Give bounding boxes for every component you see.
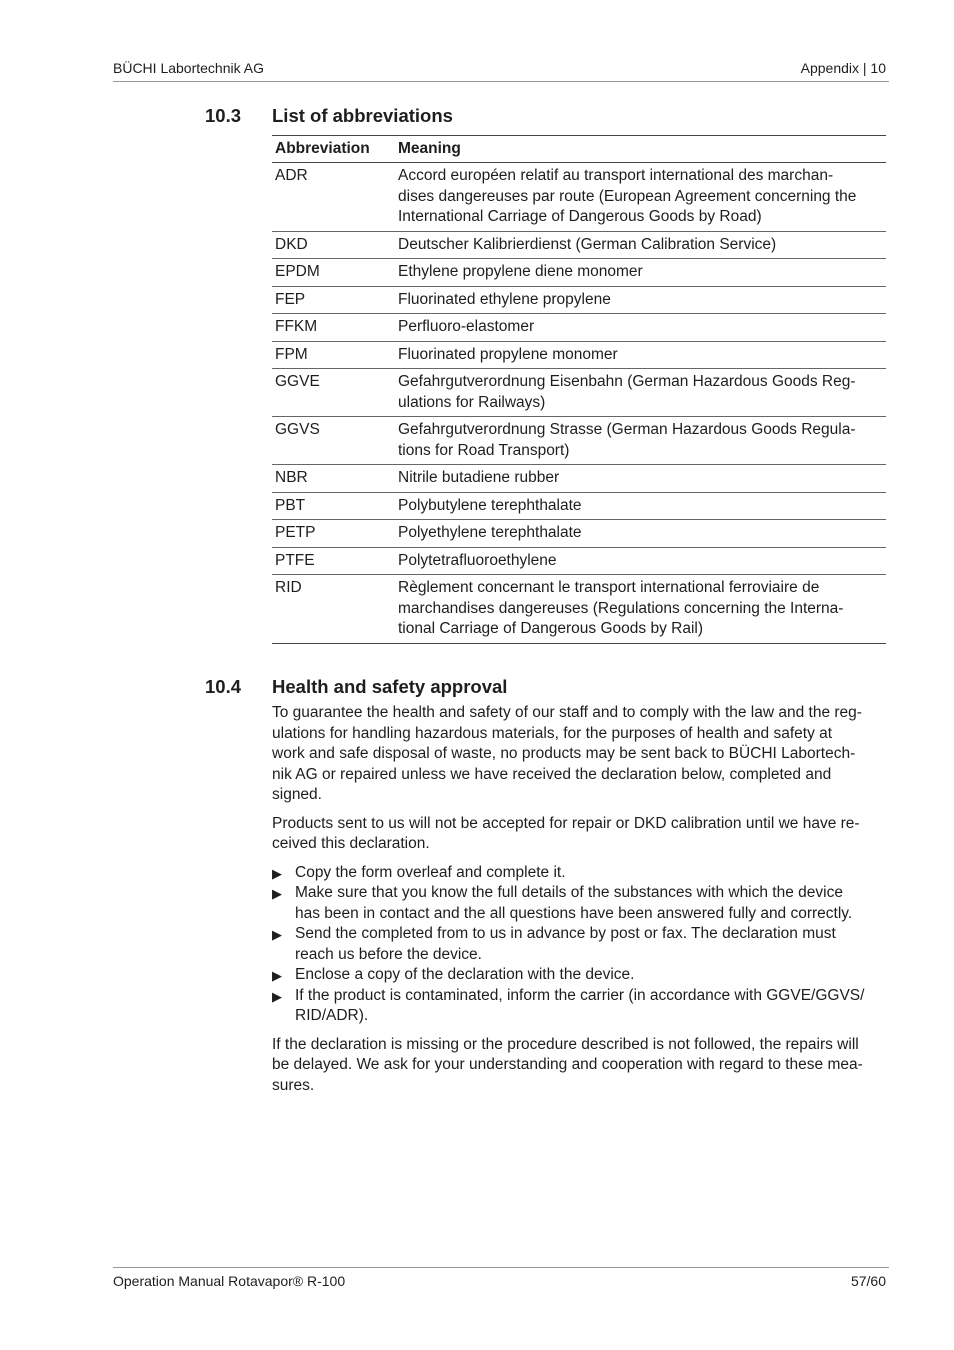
- step-text: Send the completed from to us in advance by post or fax. The declaration must reach us before the device.: [295, 925, 836, 963]
- meaning-cell: Fluorinated propylene monomer: [395, 341, 886, 369]
- header-divider: [113, 81, 889, 82]
- section-10-3-title: List of abbreviations: [272, 105, 453, 126]
- header-company: BÜCHI Labortechnik AG: [113, 60, 264, 76]
- table-row: [272, 492, 886, 520]
- triangle-right-icon: ▶: [272, 968, 282, 983]
- table-row: [272, 520, 886, 548]
- table-row: [272, 369, 886, 417]
- column-header-abbreviation: Abbreviation: [272, 136, 395, 163]
- meaning-cell: Ethylene propylene diene monomer: [395, 259, 886, 287]
- abbreviations-table: [272, 135, 886, 644]
- intro-paragraph: To guarantee the health and safety of our staff and to comply with the law and the reg- ulations for handling hazardous materials, for the purposes of health and safety at work and safe disposal of waste, no products may be sent back to BÜCHI Labortech- nik AG or repaired unless we have received the declaration below, completed and signed.: [272, 704, 862, 803]
- table-row: [272, 417, 886, 465]
- section-10-4-title: Health and safety approval: [272, 676, 508, 697]
- meaning-cell: Règlement concernant le transport international ferroviaire de marchandises dangereuses (Regulations concerning the Interna- tional Carriage of Dangerous Goods by Rail): [395, 575, 886, 644]
- triangle-right-icon: ▶: [272, 988, 282, 1004]
- section-10-4-number: 10.4: [205, 676, 242, 697]
- meaning-cell: Polybutylene terephthalate: [395, 492, 886, 520]
- table-row: [272, 231, 886, 259]
- table-row: [272, 314, 886, 342]
- abbreviation-cell: PBT: [272, 492, 395, 520]
- section-10-4-body: [272, 703, 888, 1104]
- abbreviation-cell: EPDM: [272, 259, 395, 287]
- meaning-cell: Gefahrgutverordnung Strasse (German Hazardous Goods Regula- tions for Road Transport): [395, 417, 886, 465]
- table-row: [272, 575, 886, 644]
- triangle-right-icon: ▶: [272, 927, 282, 942]
- abbreviation-cell: PETP: [272, 520, 395, 548]
- abbreviation-cell: RID: [272, 575, 395, 644]
- meaning-cell: Gefahrgutverordnung Eisenbahn (German Hazardous Goods Reg- ulations for Railways): [395, 369, 886, 417]
- table-row: [272, 341, 886, 369]
- step-item: [272, 883, 888, 924]
- abbreviation-cell: NBR: [272, 465, 395, 493]
- section-10-3-number: 10.3: [205, 105, 242, 126]
- abbreviations-table-body: [272, 163, 886, 644]
- meaning-cell: Polytetrafluoroethylene: [395, 547, 886, 575]
- meaning-cell: Polyethylene terephthalate: [395, 520, 886, 548]
- footer-divider: [113, 1267, 889, 1268]
- abbreviation-cell: FFKM: [272, 314, 395, 342]
- meaning-cell: Perfluoro-elastomer: [395, 314, 886, 342]
- abbreviation-cell: GGVS: [272, 417, 395, 465]
- step-item: [272, 863, 888, 884]
- step-item: [272, 924, 888, 965]
- step-item: [272, 965, 888, 986]
- header-section: Appendix | 10: [800, 60, 886, 76]
- instruction-steps: [272, 863, 888, 1027]
- abbreviation-cell: PTFE: [272, 547, 395, 575]
- step-text: Copy the form overleaf and complete it.: [295, 863, 566, 881]
- abbreviation-cell: FPM: [272, 341, 395, 369]
- table-row: [272, 286, 886, 314]
- step-item: [272, 986, 888, 1027]
- table-row: [272, 163, 886, 232]
- table-header-row: [272, 136, 886, 163]
- meaning-cell: Deutscher Kalibrierdienst (German Calibration Service): [395, 231, 886, 259]
- abbreviation-cell: DKD: [272, 231, 395, 259]
- acceptance-paragraph: Products sent to us will not be accepted for repair or DKD calibration until we have re- ceived this declaration.: [272, 814, 860, 852]
- footer-manual-title: Operation Manual Rotavapor® R-100: [113, 1273, 346, 1289]
- meaning-cell: Nitrile butadiene rubber: [395, 465, 886, 493]
- column-header-meaning: Meaning: [395, 136, 886, 163]
- abbreviation-cell: GGVE: [272, 369, 395, 417]
- abbreviation-cell: ADR: [272, 163, 395, 232]
- triangle-right-icon: ▶: [272, 886, 282, 901]
- meaning-cell: Fluorinated ethylene propylene: [395, 286, 886, 314]
- table-row: [272, 465, 886, 493]
- step-text: Enclose a copy of the declaration with the device.: [295, 966, 635, 983]
- table-row: [272, 547, 886, 575]
- triangle-right-icon: ▶: [272, 865, 282, 881]
- meaning-cell: Accord européen relatif au transport international des marchan- dises dangereuses par route (European Agreement concerning the International Carriage of Dangerous Goods by Road): [395, 163, 886, 232]
- table-row: [272, 259, 886, 287]
- closing-paragraph: If the declaration is missing or the procedure described is not followed, the repairs will be delayed. We ask for your understanding and cooperation with regard to these mea- sures.: [272, 1035, 863, 1094]
- footer-page-number: 57/60: [850, 1273, 886, 1289]
- step-text: Make sure that you know the full details of the substances with which the device has been in contact and the all questions have been answered fully and correctly.: [295, 884, 853, 922]
- step-text: If the product is contaminated, inform the carrier (in accordance with GGVE/GGVS/ RID/ADR).: [295, 986, 865, 1024]
- abbreviation-cell: FEP: [272, 286, 395, 314]
